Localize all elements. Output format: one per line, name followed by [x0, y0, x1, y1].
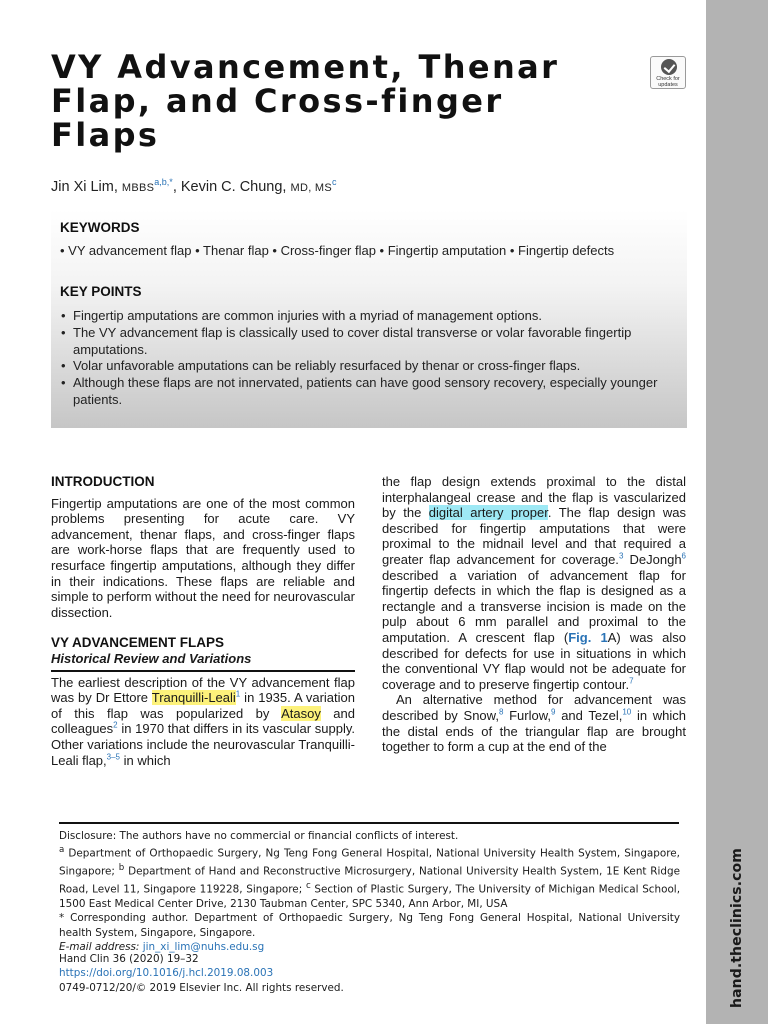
footnotes: [59, 829, 680, 955]
reference-link[interactable]: 2: [113, 720, 118, 730]
reference-link[interactable]: 10: [622, 707, 632, 717]
key-point: • Volar unfavorable amputations can be reliably resurfaced by thenar or cross-finger flaps.: [61, 358, 681, 375]
reference-link[interactable]: 3: [618, 551, 624, 561]
key-point: • The VY advancement flap is classically used to cover distal transverse or volar favorable fingertip amputations.: [61, 325, 681, 359]
introduction-paragraph: Fingertip amputations are one of the most common problems presenting for acute care. VY advancement, thenar flaps, and cross-finger flaps are work-horse flaps that are frequently used to resurface fingertip amputations, although they differ in their indications. These flaps are reliable and simple to perform without the need for neurovascular dissection.: [51, 495, 355, 620]
title-line: Flap, and Cross-finger: [51, 82, 504, 120]
introduction-heading: INTRODUCTION: [51, 474, 155, 489]
right-column: [382, 474, 686, 755]
affiliation-marks[interactable]: a,b,*: [154, 177, 173, 187]
key-point: • Fingertip amputations are common injuries with a myriad of management options.: [61, 308, 681, 325]
reference-link[interactable]: 1: [235, 689, 241, 699]
footnote-divider: [59, 822, 679, 824]
citation-block: [59, 952, 344, 995]
body-paragraph: the flap design extends proximal to the distal interphalangeal crease and the flap is vascularized by the digital artery proper. The flap design was described for fingertip amputations that were proximal to the midnail level and that required a greater flap advancement for coverage.$^3$ DeJongh$^6$ described a variation of advancement flap for fingertip defects in which the flap is designed as a rectangle and a transverse incision is made on the pulp about 6 mm parallel and proximal to the amputation. A crescent flap (Fig. 1A) was also described for defects for use in situations in which the conventional VY flap would not be adequate for coverage and to preserve fingertip contour.$^7$: [382, 474, 686, 692]
email-note: E-mail address: jin_xi_lim@nuhs.edu.sg: [59, 941, 265, 954]
author-name: Kevin C. Chung,: [180, 178, 291, 195]
affiliation-marks[interactable]: c: [332, 177, 337, 187]
left-column: [51, 474, 355, 768]
disclosure-note: Disclosure: The authors have no commercial or financial conflicts of interest.: [59, 830, 459, 842]
keywords-keypoints-box: [51, 210, 687, 428]
email-link[interactable]: jin_xi_lim@nuhs.edu.sg: [142, 941, 265, 954]
historical-review-subheading: Historical Review and Variations: [51, 651, 355, 672]
journal-citation: Hand Clin 36 (2020) 19–32: [59, 953, 199, 965]
reference-link[interactable]: 8: [498, 707, 504, 717]
body-paragraph: An alternative method for advancement was described by Snow,$^8$ Furlow,$^9$ and Tezel,$^{10}$ in which the distal ends of the triangular flap are brought together to form a cup at the end of the: [382, 692, 687, 755]
check-icon: [661, 59, 677, 75]
check-for-updates-badge[interactable]: [650, 56, 686, 89]
key-point: • Although these flaps are not innervated, patients can have good sensory recovery, especially younger patients.: [61, 375, 681, 409]
copyright-line: 0749-0712/20/© 2019 Elsevier Inc. All rights reserved.: [59, 981, 344, 994]
article-title: [51, 50, 611, 152]
vy-history-paragraph: The earliest description of the VY advancement flap was by Dr Ettore Tranquilli-Leali$^1$ in 1935. A variation of this flap was popularized by Atasoy and colleagues$^2$ in 1970 that differs in its vascular supply. Other variations include the neurovascular Tranquilli-Leali flap,$^{3-5}$ in which: [51, 674, 355, 768]
title-line: VY Advancement, Thenar: [51, 48, 560, 86]
author-name: Jin Xi Lim,: [51, 178, 122, 195]
journal-url[interactable]: hand.theclinics.com: [729, 848, 745, 1008]
highlight: digital artery proper: [428, 505, 548, 521]
key-points-list: [61, 308, 681, 409]
author-degree: MBBS: [121, 181, 155, 194]
reference-link[interactable]: 9: [551, 707, 556, 717]
reference-link[interactable]: 7: [629, 676, 634, 686]
title-line: Flaps: [51, 116, 160, 154]
highlight: Tranquilli-Leali: [151, 690, 236, 706]
doi-link[interactable]: https://doi.org/10.1016/j.hcl.2019.08.003: [59, 967, 274, 980]
corresponding-author-note: * Corresponding author. Department of Orthopaedic Surgery, Ng Teng Fong General Hospital, National University health System, Singapore, Singapore.: [59, 912, 680, 939]
keywords-list: • VY advancement flap • Thenar flap • Cross-finger flap • Fingertip amputation • Fingertip defects: [60, 243, 615, 258]
vy-section-heading: VY ADVANCEMENT FLAPS: [51, 635, 225, 651]
reference-link[interactable]: 6: [681, 551, 686, 561]
figure-link[interactable]: Fig. 1: [568, 629, 608, 645]
author-line: Jin Xi Lim, $MBBS^{a,b,*}$, Kevin C. Chung, MD, $MS^c$: [51, 177, 337, 195]
reference-link[interactable]: 3–5: [106, 752, 121, 762]
keywords-heading: KEYWORDS: [60, 220, 140, 235]
key-points-heading: KEY POINTS: [60, 284, 142, 299]
badge-label: Check for updates: [656, 76, 680, 88]
affiliations-note: $^a$ Department of Orthopaedic Surgery, Ng Teng Fong General Hospital, National University Health System, Singapore, Singapore; $^b$ Department of Hand and Reconstructive Microsurgery, National University Health System, 1E Kent Ridge Road, Level 11, Singapore 119228, Singapore; $^c$ Section of Plastic Surgery, The University of Michigan Medical School, 1500 East Medical Center Drive, 2130 Taubman Center, SPC 5340, Ann Arbor, MI, USA: [59, 845, 680, 911]
author-degree: MD, MS: [290, 181, 333, 194]
highlight: Atasoy: [281, 705, 321, 721]
